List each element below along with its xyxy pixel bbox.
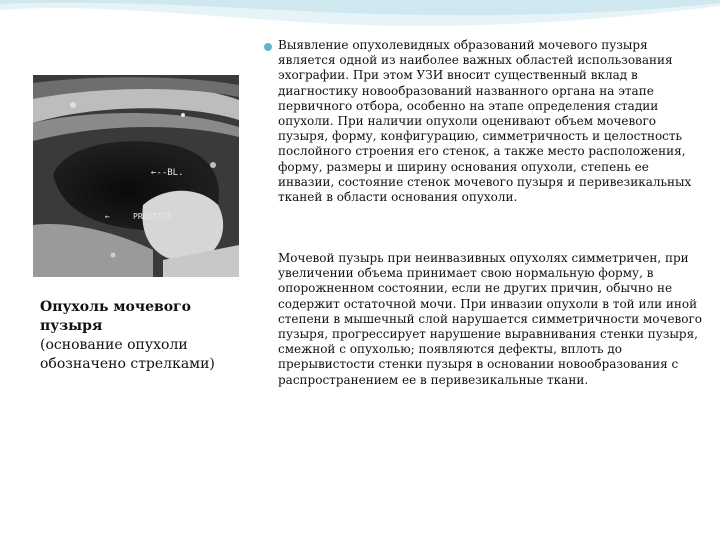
label-prostate: PROSTATE (133, 212, 172, 221)
ultrasound-image (33, 75, 239, 277)
label-bl: ←--BL. (151, 168, 184, 178)
caption-note: (основание опухоли обозначено стрелками) (40, 337, 215, 372)
bullet-icon (264, 43, 272, 51)
image-caption (40, 298, 240, 374)
label-arrow: ← (105, 212, 110, 221)
bullet-paragraph: Выявление опухолевидных образований мочевого пузыря является одной из наиболее важных областей использования эхографии. При этом УЗИ вносит существенный вклад в диагностику новообразований названного органа на этапе первичного отбора, особенно на этапе определения стадии опухоли. При наличии опухоли оценивают объем мочевого пузыря, форму, конфигурацию, симметричность и целостность послойного строения его стенок, а также место расположения, форму, размеры и ширину основания опухоли, степень ее инвазии, состояние стенок мочевого пузыря и перивезикальных тканей в области основания опухоли. (278, 38, 692, 205)
second-paragraph: Мочевой пузырь при неинвазивных опухолях симметричен, при увеличении объема принимает свою нормальную форму, в опорожненном состоянии, если не других причин, обычно не содержит остаточной мочи. При инвазии опухоли в той или иной степени в мышечный слой нарушается симметричности мочевого пузыря, прогрессирует нарушение выравнивания стенки пузыря, смежной с опухолью; появляются дефекты, вплоть до прерывистости стенки пузыря в основании новообразования с распространением ее в перивезикальные ткани. (278, 251, 703, 387)
caption-title: Опухоль мочевого пузыря (40, 299, 191, 334)
decorative-wave (0, 0, 720, 40)
